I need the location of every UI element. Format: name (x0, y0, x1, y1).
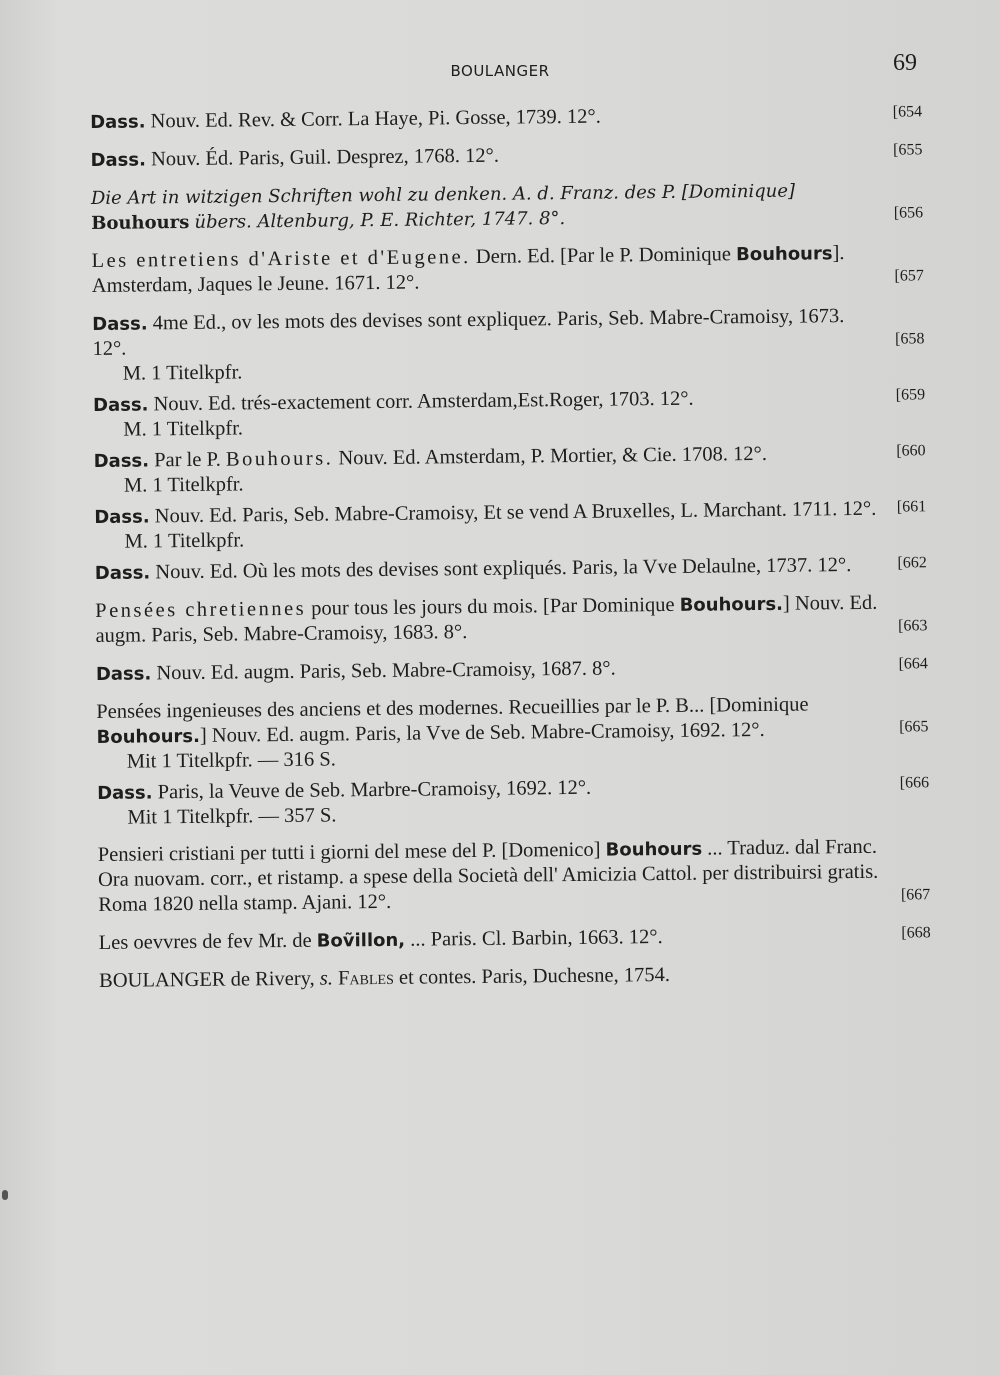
entry-label: Dass. (95, 663, 152, 685)
entry-text: Nouv. Ed. Où les mots des devises sont expliqués. Paris, la Vve Delaulne, 1737. 12°. (155, 554, 852, 584)
bibliography-list (90, 101, 931, 1007)
entry-number: [655 (893, 141, 923, 159)
entry-657 (91, 240, 923, 299)
entry-label: Dass. (92, 394, 149, 416)
entry-note: M. 1 Titelkpfr. (123, 417, 244, 441)
entry-label: Dass. (94, 562, 151, 584)
entry-660 (94, 440, 926, 499)
entry-number: [664 (898, 655, 928, 673)
entry-text: Paris, la Veuve de Seb. Marbre-Cramoisy, 1692. 12°. (157, 776, 592, 804)
entry-note: Mit 1 Titelkpfr. — 316 S. (126, 748, 336, 773)
entry-text-cont: Nouv. Ed. Amsterdam, P. Mortier, & Cie. 1708. 12°. (338, 442, 768, 470)
entry-668 (99, 922, 931, 956)
entry-cross-reference (99, 960, 931, 994)
entry-label: Dass. (93, 450, 150, 472)
entry-author: Boṽillon, (316, 929, 406, 952)
entry-664 (96, 653, 928, 687)
entry-text: Die Art in witzigen Schriften wohl zu denken. A. d. Franz. des P. [Dominique] (90, 180, 796, 209)
entry-note: M. 1 Titelkpfr. (123, 473, 244, 497)
entry-label: Dass. (97, 782, 153, 804)
entry-number: [663 (898, 617, 928, 635)
entry-number: [666 (899, 774, 930, 792)
entry-author: Bouhours. (225, 447, 334, 471)
entry-reference-target: Fables (337, 966, 394, 990)
entry-text: pour tous les jours du mois. [Par Dominique (311, 593, 675, 620)
entry-number: [662 (897, 554, 927, 572)
page-number: 69 (893, 50, 917, 76)
entry-label: Dass. (94, 506, 150, 528)
entry-text: Nouv. Ed. Paris, Seb. Mabre-Cramoisy, Et se vend A Bruxelles, L. Marchant. 1711. 12°. (154, 497, 877, 528)
entry-text: BOULANGER de Rivery, (99, 967, 315, 992)
entry-label: Dass. (90, 111, 146, 133)
page-edge-mark (2, 1190, 8, 1200)
entry-663 (95, 590, 927, 649)
entry-author: Bouhours (735, 243, 833, 266)
entry-author: Bouhours. (96, 725, 201, 748)
entry-number: [668 (901, 924, 931, 942)
entry-654 (90, 101, 922, 135)
entry-number: [656 (893, 204, 924, 222)
entry-number: [654 (892, 103, 923, 121)
entry-text: Nouv. Ed. trés-exactement corr. Amsterdam,Est.Roger, 1703. 12°. (153, 387, 694, 416)
entry-number: [667 (900, 886, 931, 904)
entry-label: Dass. (90, 149, 146, 171)
entry-665 (96, 691, 929, 775)
entry-text-cont: ... Paris. Cl. Barbin, 1663. 12°. (410, 926, 663, 951)
entry-number: [661 (896, 498, 927, 516)
entry-text-cont: et contes. Paris, Duchesne, 1754. (398, 963, 671, 989)
entry-656 (91, 177, 923, 236)
entry-title: Pensées ingenieuses des anciens et des modernes. (96, 696, 504, 723)
entry-666 (97, 772, 929, 831)
entry-text-cont: ... Traduz. dal Franc. Ora nuovam. corr., et ristamp. a spese della Società dell' Amicizia Cattol. per distribuirsi gratis. Roma 1820 nella stamp. Ajani. 12°. (97, 835, 879, 916)
entry-title: Les entretiens d'Ariste et d'Eugene. (91, 246, 471, 272)
entry-number: [657 (894, 267, 924, 285)
entry-number: [658 (895, 330, 925, 348)
running-header: BOULANGER (450, 62, 550, 80)
entry-text: Dern. Ed. [Par le P. Dominique (475, 243, 732, 268)
entry-text: Pensieri cristiani per tutti i giorni del mese del P. [Domenico] (97, 838, 601, 866)
entry-number: [659 (895, 386, 926, 404)
entry-655 (90, 139, 922, 173)
entry-text: Nouv. Éd. Paris, Guil. Desprez, 1768. 12°. (150, 144, 500, 171)
entry-number: [665 (899, 718, 929, 736)
entry-number: [660 (896, 442, 926, 460)
entry-note: Mit 1 Titelkpfr. — 357 S. (127, 804, 337, 829)
entry-text: Par le P. (154, 448, 221, 472)
entry-note: M. 1 Titelkpfr. (122, 361, 243, 385)
entry-text: Nouv. Ed. Rev. & Corr. La Haye, Pi. Gosse, 1739. 12°. (150, 105, 601, 133)
entry-author: Bouhours. (679, 593, 784, 616)
entry-661 (94, 496, 926, 555)
entry-label: Dass. (92, 313, 148, 335)
entry-text: Nouv. Ed. augm. Paris, Seb. Mabre-Cramoisy, 1687. 8°. (156, 657, 616, 685)
see-reference: s. (319, 967, 334, 990)
entry-text-cont: übers. Altenburg, P. E. Richter, 1747. 8°. (194, 208, 566, 233)
entry-662 (95, 552, 927, 586)
entry-659 (93, 384, 925, 443)
entry-text: Les oevvres de fev Mr. de (98, 929, 312, 954)
entry-text-cont: ] Nouv. Ed. augm. Paris, la Vve de Seb. Mabre-Cramoisy, 1692. 12°. (199, 718, 765, 747)
entry-note: M. 1 Titelkpfr. (124, 529, 245, 553)
entry-text: 4me Ed., ov les mots des devises sont expliquez. Paris, Seb. Mabre-Cramoisy, 1673. 12°. (92, 305, 845, 360)
entry-text-cont: ] Nouv. Ed. augm. Paris, Seb. Mabre-Cramoisy, 1683. 8°. (95, 591, 878, 647)
entry-author: Bouhours (91, 211, 190, 234)
entry-text: Recueillies par le P. B... [Dominique (508, 693, 809, 719)
entry-author: Bouhours (605, 838, 703, 861)
entry-text-cont: ]. Amsterdam, Jaques le Jeune. 1671. 12°. (91, 242, 845, 297)
entry-658 (92, 303, 925, 387)
entry-title: Pensées chretiennes (95, 597, 307, 622)
entry-667 (98, 834, 931, 918)
